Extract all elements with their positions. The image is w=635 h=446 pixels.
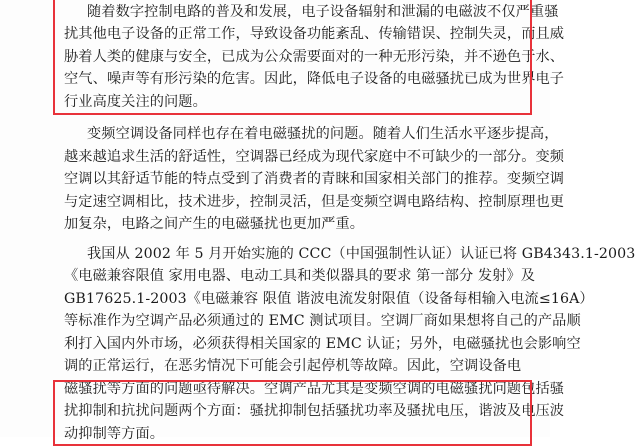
p3-line-8: 扰抑制和抗扰问题两个方面：骚扰抑制包括骚扰功率及骚扰电压，谐波及电压波 [64,403,565,419]
p2-line-1: 变频空调设备同样也存在着电磁骚扰的问题。随着人们生活水平逐步提高， [87,126,559,142]
p1-line-4: 空气、噪声等有形污染的危害。因此，降低电子设备的电磁骚扰已成为世界电子 [64,71,565,87]
p2-line-4: 与定速空调相比，技术进步，控制灵活，但是变频空调电路结构、控制原理也更 [64,194,565,210]
p1-line-3: 胁着人类的健康与安全，已成为公众需要面对的一种无形污染，并不逊色于水、 [64,49,565,65]
p2-line-3: 空调以其舒适节能的特点受到了消费者的青睐和国家相关部门的推荐。变频空调 [64,171,565,187]
p3-line-7: 磁骚扰等方面的问题亟待解决。空调产品尤其是变频空调的电磁骚扰问题包括骚 [64,381,565,397]
p1-line-5: 行业高度关注的问题。 [64,94,207,110]
p2-line-5: 加复杂，电路之间产生的电磁骚扰也更加严重。 [64,216,365,232]
p3-line-3: GB17625.1-2003《电磁兼容 限值 谐波电流发射限值（设备每相输入电流≤16A） [64,291,594,307]
p3-line-1: 我国从 2002 年 5 月开始实施的 CCC（中国强制性认证）认证已将 GB4343.1-2003 [87,246,635,262]
p3-line-9: 动抑制等方面。 [64,426,165,442]
p3-line-2: 《电磁兼容限值 家用电器、电动工具和类似器具的要求 第一部分 发射》及 [64,268,536,284]
p1-line-1: 随着数字控制电路的普及和发展，电子设备辐射和泄漏的电磁波不仅严重骚 [87,4,559,20]
p3-line-4: 等标准作为空调产品必须通过的 EMC 测试项目。空调厂商如果想将自己的产品顺 [64,313,581,329]
highlight-box-top [53,0,532,115]
p2-line-2: 越来越追求生活的舒适性，空调器已经成为现代家庭中不可缺少的一部分。变频 [64,149,565,165]
highlight-box-bottom [53,380,532,446]
p3-line-5: 利打入国内外市场，必须获得相关国家的 EMC 认证；另外，电磁骚扰也会影响空 [64,336,581,352]
p3-line-6: 调的正常运行，在恶劣情况下可能会引起停机等故障。因此，空调设备电 [64,358,522,374]
p1-line-2: 扰其他电子设备的正常工作，导致设备功能紊乱、传输错误、控制失灵，而且威 [64,26,565,42]
